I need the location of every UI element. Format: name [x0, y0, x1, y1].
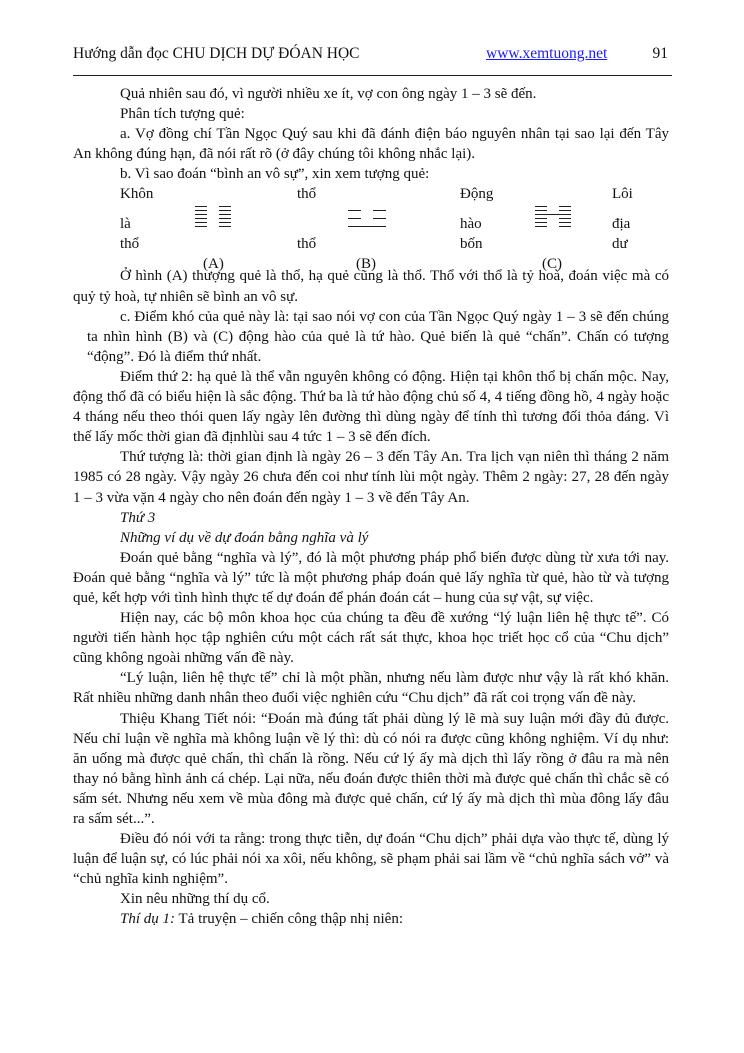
yin-line-segment	[195, 222, 207, 223]
yin-line-segment	[219, 226, 231, 227]
section-heading: Thứ 3	[120, 509, 156, 526]
paragraph: Ở hình (A) thượng quẻ là thổ, hạ quẻ cũng là thổ. Thổ với thổ là tỷ hoà, đoán việc mà có quỷ tỷ hoà, tự nhiên sẽ bình an vô sự.	[73, 268, 669, 305]
figure-caption-a: (A)	[203, 256, 224, 273]
page-number: 91	[652, 45, 668, 62]
example-text: Tả truyện – chiến công thập nhị niên:	[175, 911, 404, 928]
figure-label: bốn	[460, 236, 483, 253]
yin-line-segment	[348, 210, 361, 211]
hexagram-figure	[73, 184, 669, 273]
figure-label: địa	[612, 216, 631, 233]
yin-line-segment	[195, 206, 207, 207]
figure-label: thổ	[297, 236, 317, 253]
paragraph-a: a. Vợ đồng chí Tần Ngọc Quý sau khi đã đánh điện báo nguyên nhân tại sao lại đến Tây An không đúng hạn, đã nói rất rõ (ở đây chúng tôi không nhắc lại).	[73, 126, 669, 163]
page-header	[73, 45, 672, 67]
yin-line-segment	[559, 210, 571, 211]
yin-line-segment	[535, 218, 547, 219]
yin-line-segment	[535, 226, 547, 227]
yin-line-segment	[348, 218, 361, 219]
paragraph: Quả nhiên sau đó, vì người nhiều xe ít, vợ con ông ngày 1 – 3 sẽ đến.	[120, 86, 537, 102]
yin-line-segment	[535, 206, 547, 207]
figure-label: Lôi	[612, 186, 633, 203]
figure-caption-b: (B)	[356, 256, 376, 273]
paragraph: “Lý luận, liên hệ thực tế” chỉ là một phần, nhưng nếu làm được như vậy là rất khó khăn. Rất nhiều những danh nhân theo đuổi việc nghiên cứu “Chu dịch” đã rất coi trọng vấn đề này.	[73, 670, 669, 707]
paragraph: Điểm thứ 2: hạ quẻ là thể vẫn nguyên không có động. Hiện tại khôn thổ bị chấn mộc. Nay, động thổ đã có biểu hiện là sắc động. Thứ ba là tứ hào động chủ số 4, 4 tiếng đồng hồ, 4 ngày hoặc 4 tháng nếu theo thói quen lấy ngày lên đường thì dùng ngày để tính thì tương đối thỏa đáng. Vì thế lấy mốc thời gian đã địnhlùi sau 4 tức 1 – 3 sẽ đến đích.	[73, 368, 669, 446]
figure-label: thổ	[120, 236, 140, 253]
yin-line-segment	[219, 218, 231, 219]
paragraph: Đoán quẻ bằng “nghĩa và lý”, đó là một phương pháp phổ biến được dùng từ xưa tới nay. Đoán quẻ bằng “nghĩa và lý” tức là một phương pháp đoán quẻ lấy nghĩa từ quẻ, hào từ và tượng quẻ, kết hợp với tình hình thực tế dự đoán để phán đoán cát – hung của sự vật, sự việc.	[73, 549, 669, 606]
figure-caption-c: (C)	[542, 256, 562, 273]
yin-line-segment	[219, 214, 231, 215]
yin-line-segment	[373, 218, 386, 219]
example-label: Thí dụ 1:	[120, 911, 176, 928]
yin-line-segment	[559, 206, 571, 207]
paragraph: Phân tích tượng quẻ:	[120, 106, 245, 123]
paragraph: Thiệu Khang Tiết nói: “Đoán mà đúng tất phải dùng lý lẽ mà suy luận mới đầy đủ được. Nếu chỉ luận về nghĩa mà không luận về lý thì: dù có nói ra được cũng không nghiệm. Ví dụ như: ăn uống mà được quẻ chấn, thì chấn là rồng. Nếu cứ lý ấy mà dịch thì lấy rồng ở đâu ra mà nên thay nó bằng hình ảnh cá chép. Lại nữa, nếu đoán được thiên thời mà được quẻ chấn thì chắc sẽ có sấm sét. Nhưng nếu xem về mùa đông mà được quẻ chấn, cứ lý ấy mà dịch thì mùa đông lấy đâu ra sấm sét...”.	[73, 710, 669, 827]
yin-line-segment	[195, 210, 207, 211]
yin-line-segment	[535, 210, 547, 211]
yin-line-segment	[559, 226, 571, 227]
paragraph-c: c. Điểm khó của quẻ này là: tại sao nói vợ con của Tần Ngọc Quý ngày 1 – 3 sẽ đến chúng ta nhìn hình (B) và (C) động hào của quẻ là tứ hào. Quẻ biến là quẻ “chấn”. Chấn có tượng “động”. Đó là điểm thứ nhất.	[87, 308, 669, 365]
yin-line-segment	[559, 222, 571, 223]
figure-label: dư	[612, 236, 628, 253]
paragraph: Hiện nay, các bộ môn khoa học của chúng ta đều đề xướng “lý luận liên hệ thực tế”. Có người tiến hành học tập nghiên cứu một cách rất sát thực, khoa học triết học cổ của “Chu dịch” cũng không ngoài những vấn đề này.	[73, 610, 669, 667]
figure-label: thổ	[297, 186, 317, 203]
figure-label: là	[120, 216, 131, 233]
page-body	[73, 84, 669, 930]
website-link[interactable]: www.xemtuong.net	[486, 45, 608, 62]
section-subheading: Những ví dụ về dự đoán bằng nghĩa và lý	[120, 529, 369, 546]
running-title: Hướng dẫn đọc CHU DỊCH DỰ ĐÓAN HỌC	[73, 45, 360, 62]
figure-label: Khôn	[120, 186, 154, 203]
paragraph-b: b. Vì sao đoán “bình an vô sự”, xin xem tượng quẻ:	[120, 166, 430, 183]
yin-line-segment	[195, 214, 207, 215]
paragraph-example	[73, 909, 669, 929]
yin-line-segment	[195, 218, 207, 219]
yang-line	[535, 214, 571, 215]
yang-line	[348, 226, 386, 227]
figure-label: Động	[460, 186, 494, 203]
yin-line-segment	[219, 222, 231, 223]
yin-line-segment	[219, 210, 231, 211]
yin-line-segment	[559, 218, 571, 219]
paragraph: Điều đó nói với ta rằng: trong thực tiễn, dự đoán “Chu dịch” phải dựa vào thực tế, dùng lý luận để luận sự, có lúc phải nói xa xôi, nếu không, sẽ phạm phải sai lầm về “chủ nghĩa sách vở” và “chủ nghĩa kinh nghiệm”.	[73, 831, 669, 888]
yin-line-segment	[373, 210, 386, 211]
yin-line-segment	[219, 206, 231, 207]
yin-line-segment	[195, 226, 207, 227]
figure-label: hào	[460, 216, 482, 233]
header-rule	[73, 75, 672, 76]
paragraph: Thứ tượng là: thời gian định là ngày 26 – 3 đến Tây An. Tra lịch vạn niên thì tháng 2 năm 1985 có 28 ngày. Vậy ngày 26 chưa đến coi như tính lùi một ngày. Thêm 2 ngày: 27, 28 đến ngày 1 – 3 vừa vặn 4 ngày cho nên đoán đến ngày 1 – 3 về đến Tây An.	[73, 449, 669, 506]
paragraph: Xin nêu những thí dụ cổ.	[120, 891, 270, 908]
yin-line-segment	[535, 222, 547, 223]
